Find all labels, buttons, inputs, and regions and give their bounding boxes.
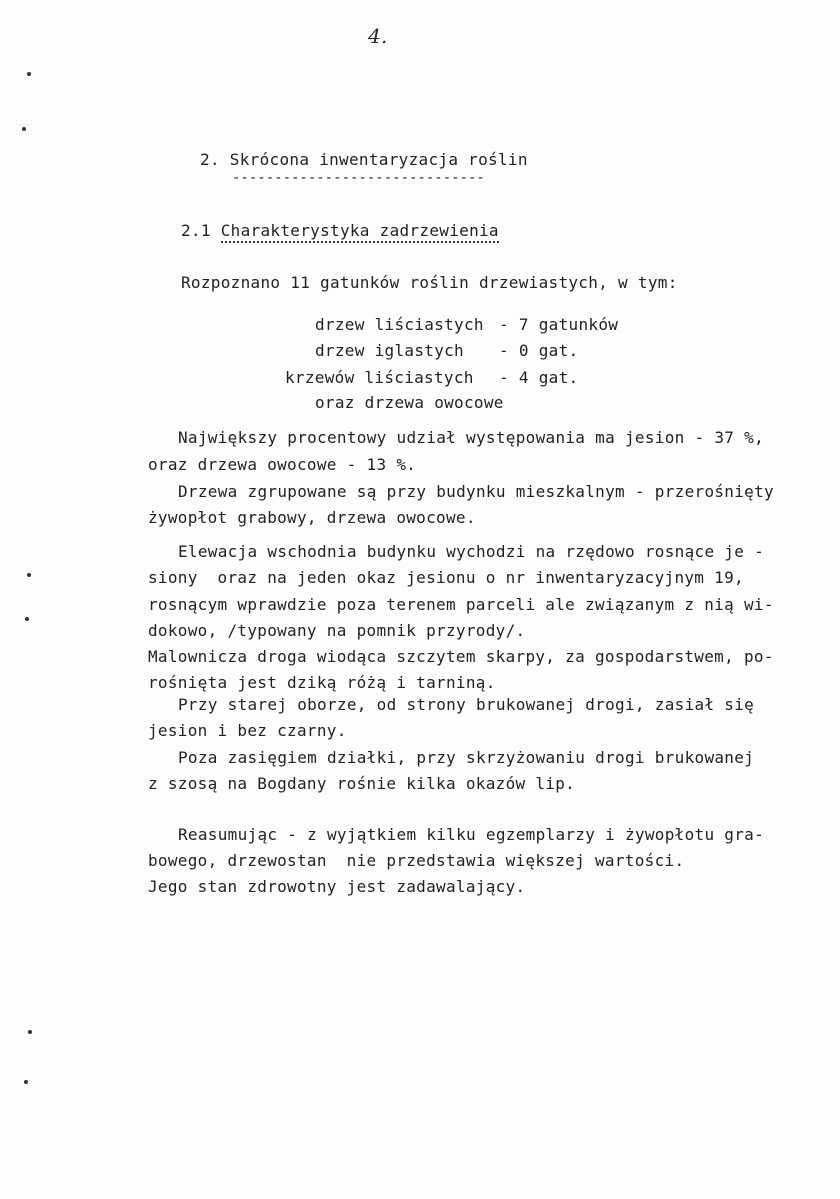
species-value: - 0 gat. [499,341,579,360]
intro-line: Rozpoznano 11 gatunków roślin drzewiastych, w tym: [181,273,678,292]
species-label: drzew iglastych [315,341,464,360]
body-line: rośnięta jest dziką różą i tarniną. [148,673,496,692]
body-line: jesion i bez czarny. [148,721,347,740]
punch-mark [22,127,26,131]
punch-mark [27,72,31,76]
body-line: siony oraz na jeden okaz jesionu o nr inwentaryzacyjnym 19, [148,568,744,587]
body-line: z szosą na Bogdany rośnie kilka okazów lip. [148,774,576,793]
punch-mark [27,573,31,577]
species-value: - 4 gat. [499,368,579,387]
body-line: Poza zasięgiem działki, przy skrzyżowaniu drogi brukowanej [178,748,755,767]
species-value: - 7 gatunków [499,315,619,334]
body-line: bowego, drzewostan nie przedstawia większej wartości. [148,851,685,870]
body-line: Reasumując - z wyjątkiem kilku egzemplarzy i żywopłotu gra- [178,825,765,844]
body-line: rosnącym wprawdzie poza terenem parceli ale związanym z nią wi- [148,595,774,614]
species-label: krzewów liściastych [285,368,474,387]
body-line: Jego stan zdrowotny jest zadawalający. [148,877,526,896]
body-line: Przy starej oborze, od strony brukowanej drogi, zasiał się [178,695,755,714]
subsection-number: 2.1 [181,221,211,240]
page-number: 4. [368,24,388,48]
subsection-title: Charakterystyka zadrzewienia [221,221,499,243]
body-line: dokowo, /typowany na pomnik przyrody/. [148,621,526,640]
body-line: oraz drzewa owocowe - 13 %. [148,455,417,474]
body-line: Elewacja wschodnia budynku wychodzi na rzędowo rosnące je - [178,542,765,561]
species-label: drzew liściastych [315,315,484,334]
punch-mark [24,1080,28,1084]
species-label: oraz drzewa owocowe [315,393,504,412]
body-line: Największy procentowy udział występowania ma jesion - 37 %, [178,428,765,447]
body-line: Malownicza droga wiodąca szczytem skarpy, za gospodarstwem, po- [148,647,774,666]
section-title-underline: ------------------------------ [232,170,485,186]
section-title: 2. Skrócona inwentaryzacja roślin [200,150,528,169]
body-line: Drzewa zgrupowane są przy budynku mieszkalnym - przerośnięty [178,482,774,501]
body-line: żywopłot grabowy, drzewa owocowe. [148,508,476,527]
punch-mark [25,617,29,621]
subsection-heading [181,221,499,241]
punch-mark [28,1030,32,1034]
